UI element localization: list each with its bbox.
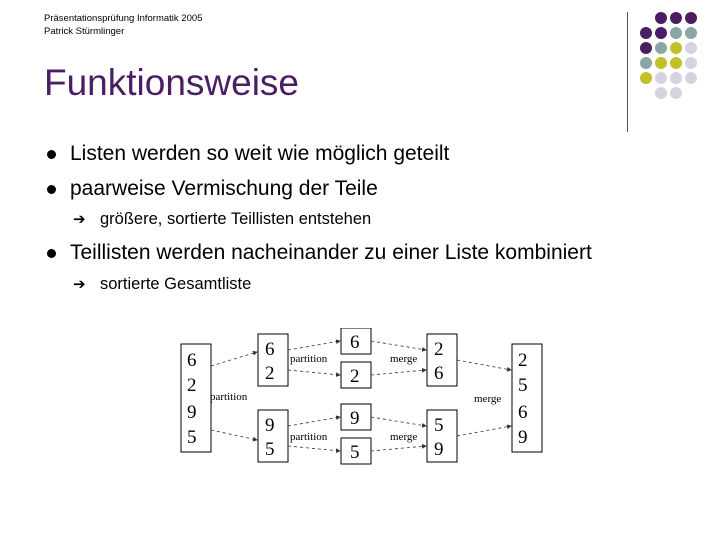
decorative-dot (685, 72, 697, 84)
partition-label: partition (290, 353, 328, 365)
partition-label: partition (210, 391, 248, 403)
output-value: 9 (518, 427, 528, 448)
slide-header (44, 12, 202, 38)
single-value: 9 (350, 408, 360, 429)
decorative-dot (670, 57, 682, 69)
merged-top-value: 2 (434, 339, 444, 360)
header-course: Präsentationsprüfung Informatik 2005 (44, 13, 203, 24)
decorative-dot (670, 12, 682, 24)
decorative-dot (655, 27, 667, 39)
decorative-dot (655, 87, 667, 99)
single-value: 6 (350, 332, 360, 353)
subbullet-2: sortierte Gesamtliste (100, 275, 252, 293)
output-value: 6 (518, 402, 528, 423)
merge-label: merge (474, 393, 502, 405)
input-value: 9 (187, 402, 197, 423)
input-value: 6 (187, 350, 197, 371)
arrow-right-icon: ➔ (73, 276, 86, 293)
decorative-dot (670, 87, 682, 99)
arrow-right-icon: ➔ (73, 211, 86, 228)
header-divider (627, 12, 628, 132)
bullet-dot (47, 150, 56, 159)
merged-bottom-value: 5 (434, 415, 444, 436)
decorative-dot (655, 57, 667, 69)
decorative-dot (655, 12, 667, 24)
merge-label: merge (390, 353, 418, 365)
header-author: Patrick Stürmlinger (44, 26, 125, 37)
decorative-dot (655, 72, 667, 84)
merged-bottom-value: 9 (434, 439, 444, 460)
bullet-1: Listen werden so weit wie möglich geteilt (70, 142, 450, 165)
single-value: 5 (350, 442, 360, 463)
decorative-dot (640, 72, 652, 84)
decorative-dot (670, 42, 682, 54)
split-top-value: 6 (265, 339, 275, 360)
subbullet-1: größere, sortierte Teillisten entstehen (100, 210, 372, 228)
decorative-dot (685, 12, 697, 24)
output-value: 2 (518, 350, 528, 371)
partition-label: partition (290, 431, 328, 443)
decorative-dot (670, 27, 682, 39)
bullet-3: Teillisten werden nacheinander zu einer Liste kombiniert (70, 241, 592, 264)
decorative-dot (655, 42, 667, 54)
decorative-dot (685, 42, 697, 54)
decorative-dot (670, 72, 682, 84)
merge-label: merge (390, 431, 418, 443)
decorative-dot (640, 57, 652, 69)
split-bottom-value: 9 (265, 415, 275, 436)
bullet-2: paarweise Vermischung der Teile (70, 177, 378, 200)
input-value: 2 (187, 375, 197, 396)
decorative-dot (640, 42, 652, 54)
split-top-value: 2 (265, 363, 275, 384)
decorative-dot (685, 57, 697, 69)
merge-sort-diagram (178, 328, 548, 468)
output-value: 5 (518, 375, 528, 396)
single-value: 2 (350, 366, 360, 387)
decorative-dot (685, 27, 697, 39)
slide-title: Funktionsweise (44, 62, 300, 103)
split-bottom-value: 5 (265, 439, 275, 460)
input-value: 5 (187, 427, 197, 448)
decorative-dot (640, 27, 652, 39)
merged-top-value: 6 (434, 363, 444, 384)
bullet-dot (47, 185, 56, 194)
bullet-dot (47, 249, 56, 258)
